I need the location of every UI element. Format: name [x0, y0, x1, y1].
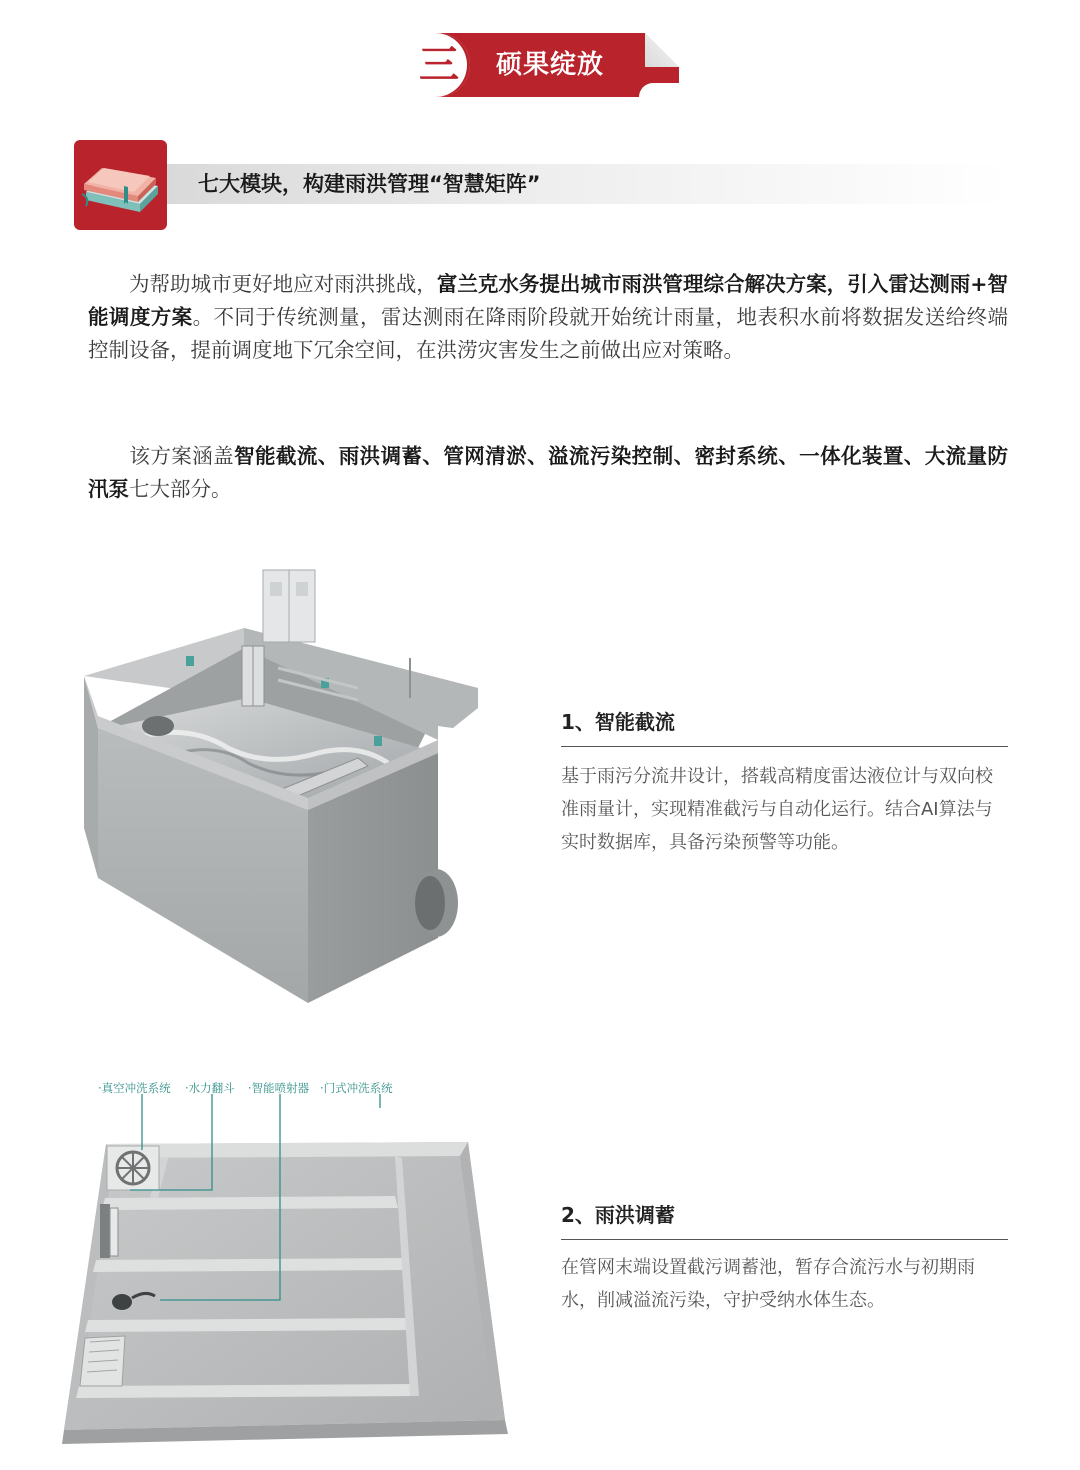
callout-smart-ejector: ·智能喷射器 — [248, 1081, 310, 1095]
sub-header-title: 七大模块，构建雨洪管理“智慧矩阵” — [198, 172, 541, 196]
intro-text-2: 。不同于传统测量，雷达测雨在降雨阶段就开始统计雨量，地表积水前将数据发送给终端控制设备，提前调度地下冗余空间，在洪涝灾害发生之前做出应对策略。 — [88, 305, 1008, 362]
scope-paragraph — [88, 440, 1008, 506]
scope-text-bold: 智能截流、雨洪调蓄、管网清淤、溢流污染控制、密封系统、一体化装置、大流量防汛泵 — [88, 444, 1009, 501]
intro-text-bold: 富兰克水务提出城市雨洪管理综合解决方案，引入雷达测雨+智能调度方案 — [88, 272, 1008, 329]
feature-title: 1、智能截流 — [561, 710, 675, 734]
section-banner — [406, 33, 679, 97]
intro-paragraph — [88, 268, 1008, 367]
interception-well-image — [58, 548, 508, 1008]
callout-vacuum-flush: ·真空冲洗系统 — [98, 1081, 171, 1095]
feature-description: 基于雨污分流井设计，搭载高精度雷达液位计与双向校准雨量计，实现精准截污与自动化运行。结合AI算法与实时数据库，具备污染预警等功能。 — [561, 766, 993, 853]
feature-title: 2、雨洪调蓄 — [561, 1203, 675, 1227]
page-fold-decoration — [645, 33, 679, 67]
feature-divider — [561, 746, 1008, 747]
section-title: 硕果绽放 — [496, 50, 605, 80]
callout-gate-flush: ·门式冲洗系统 — [320, 1081, 393, 1095]
section-number-badge — [406, 33, 470, 97]
scope-text-1: 该方案涵盖 — [129, 444, 235, 468]
page-curl-decoration — [639, 83, 679, 97]
scope-text-2: 七大部分。 — [129, 477, 232, 501]
feature-divider — [561, 1239, 1008, 1240]
feature-description: 在管网末端设置截污调蓄池，暂存合流污水与初期雨水，削减溢流污染，守护受纳水体生态。 — [561, 1257, 975, 1311]
intro-text-1: 为帮助城市更好地应对雨洪挑战， — [129, 272, 437, 296]
callout-hydraulic-tipper: ·水力翻斗 — [185, 1081, 235, 1095]
section-number: 三 — [419, 42, 459, 88]
book-icon — [74, 140, 167, 230]
storage-tank-image — [50, 1068, 520, 1448]
